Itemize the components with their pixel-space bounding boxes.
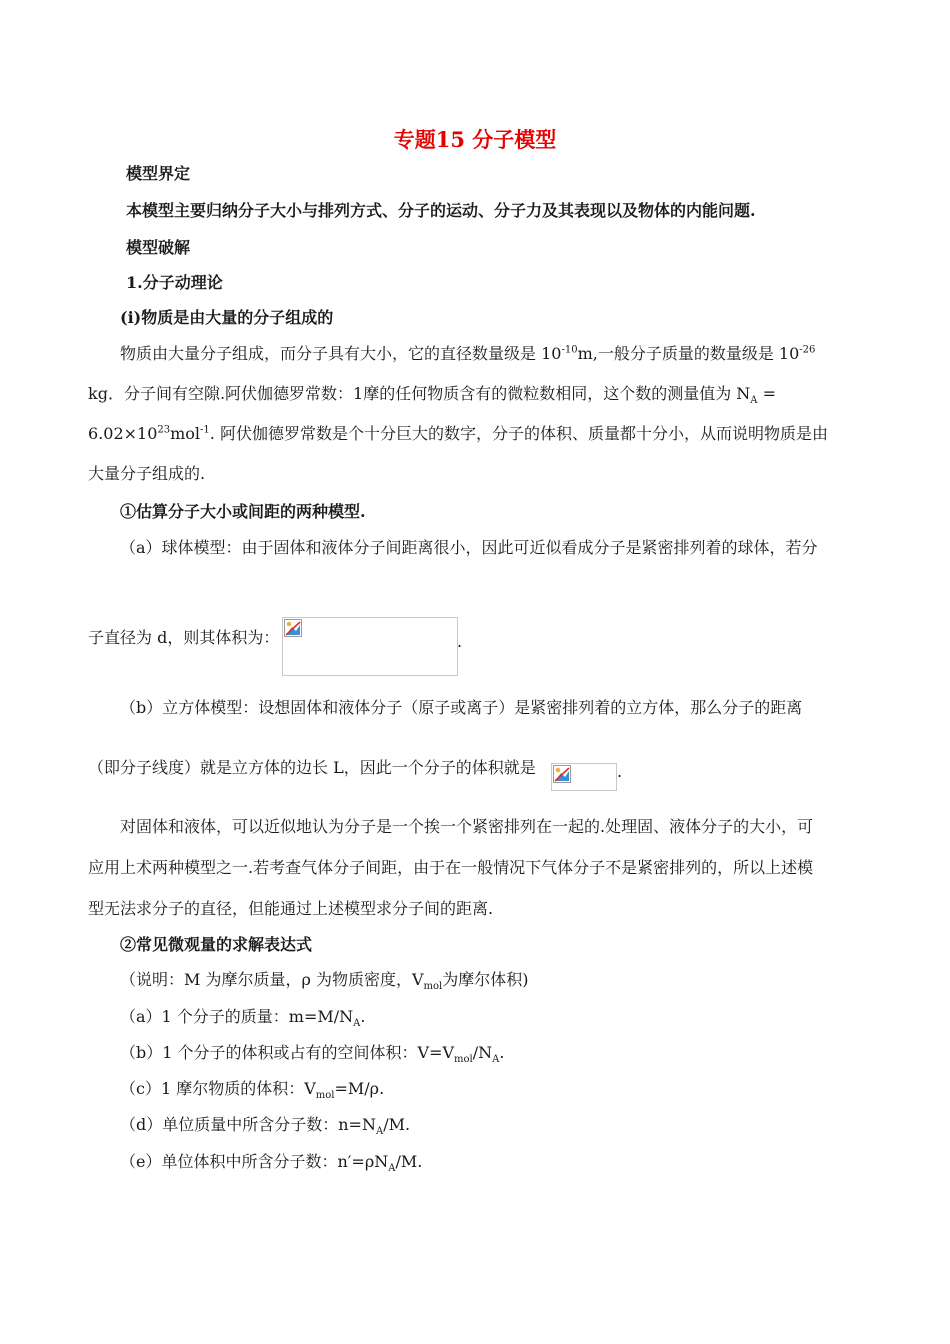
formula-b	[120, 1042, 504, 1064]
model-b-period: .	[617, 762, 623, 781]
model-b-line1: （b）立方体模型：设想固体和液体分子（原子或离子）是紧密排列着的立方体，那么分子的距离	[120, 698, 803, 717]
para1-line3	[88, 423, 828, 445]
formula-a-end: .	[360, 1007, 366, 1026]
exponent: -1	[200, 424, 210, 436]
item2-heading: ②常见微观量的求解表达式	[120, 935, 313, 954]
para2-line1: 对固体和液体，可以近似地认为分子是一个挨一个紧密排列在一起的.处理固、液体分子的大小，可	[120, 817, 814, 836]
formula-b-mid: /N	[472, 1043, 493, 1062]
para1-line3-text-c: . 阿伏伽德罗常数是个十分巨大的数字，分子的体积、质量都十分小，从而说明物质是由	[209, 424, 828, 443]
formula-c-text: （c）1 摩尔物质的体积：V	[120, 1079, 316, 1098]
formula-b-text: （b）1 个分子的体积或占有的空间体积：V=V	[120, 1043, 455, 1062]
formula-c	[120, 1078, 384, 1100]
formula-d-end: /M.	[383, 1115, 411, 1134]
formula-a-text: （a）1 个分子的质量：m=M/N	[120, 1007, 354, 1026]
formula-e	[120, 1151, 422, 1173]
heading-model-breakdown: 模型破解	[126, 238, 191, 257]
para1-line1-text-a: 物质由大量分子组成，而分子具有大小，它的直径数量级是 10	[120, 344, 562, 363]
subsection-heading-i: (i)物质是由大量的分子组成的	[120, 308, 334, 327]
exponent: -26	[799, 344, 816, 356]
formula-e-end: /M.	[395, 1152, 423, 1171]
model-a-line2-text: 子直径为 d，则其体积为：	[88, 628, 280, 647]
formula-e-text: （e）单位体积中所含分子数：n′=ρN	[120, 1152, 389, 1171]
para1-line3-text-b: mol	[170, 424, 201, 443]
subscript: A	[388, 1163, 396, 1175]
exponent: 23	[157, 424, 171, 436]
formula-b-end: .	[499, 1043, 505, 1062]
note-text-a: （说明：M 为摩尔质量，ρ 为物质密度，V	[120, 970, 424, 989]
subscript: mol	[423, 981, 443, 993]
model-a-period: .	[457, 632, 463, 651]
para1-line4: 大量分子组成的.	[88, 464, 206, 483]
heading-model-definition: 模型界定	[126, 164, 191, 183]
subscript: mol	[454, 1054, 473, 1066]
para1-line3-text-a: 6.02×10	[88, 424, 158, 443]
para1-line2-text: kg．分子间有空隙.阿伏伽德罗常数：1摩的任何物质含有的微粒数相同，这个数的测量值为 N	[88, 384, 751, 403]
formula-d-text: （d）单位质量中所含分子数：n=N	[120, 1115, 376, 1134]
para2-line3: 型无法求分子的直径，但能通过上述模型求分子间的距离.	[88, 899, 494, 918]
note-text-b: 为摩尔体积)	[442, 970, 529, 989]
subscript: A	[353, 1018, 361, 1030]
subscript: A	[375, 1126, 384, 1138]
subscript: mol	[315, 1090, 335, 1102]
para1-line1	[120, 343, 815, 365]
note-line	[120, 969, 528, 991]
subscript: A	[492, 1054, 500, 1066]
cube-volume-formula-image	[551, 763, 617, 791]
page-title: 专题15 分子模型	[393, 127, 557, 152]
broken-image-icon	[553, 765, 571, 783]
intro-text: 本模型主要归纳分子大小与排列方式、分子的运动、分子力及其表现以及物体的内能问题.	[126, 201, 756, 220]
formula-d	[120, 1114, 410, 1136]
broken-image-icon	[284, 619, 302, 637]
para1-line1-text-b: m,一般分子质量的数量级是 10	[577, 344, 800, 363]
para1-line2-end: =	[757, 384, 777, 403]
model-b-line2-text: （即分子线度）就是立方体的边长 L，因此一个分子的体积就是	[88, 758, 536, 777]
para1-line2	[88, 383, 776, 405]
model-a-line1: （a）球体模型：由于固体和液体分子间距离很小，因此可近似看成分子是紧密排列着的球体，若分	[120, 538, 818, 557]
sphere-volume-formula-image	[282, 617, 458, 676]
formula-a	[120, 1006, 366, 1028]
item1-heading: ①估算分子大小或间距的两种模型.	[120, 502, 366, 521]
model-b-line2	[88, 757, 536, 779]
para2-line2: 应用上术两种模型之一.若考查气体分子间距，由于在一般情况下气体分子不是紧密排列的，所以上述模	[88, 858, 814, 877]
subscript: A	[750, 395, 758, 407]
exponent: -10	[561, 344, 578, 356]
section-heading-kinetic-theory: 1.分子动理论	[126, 273, 223, 292]
model-a-line2	[88, 627, 279, 649]
formula-c-end: =M/ρ.	[334, 1079, 385, 1098]
